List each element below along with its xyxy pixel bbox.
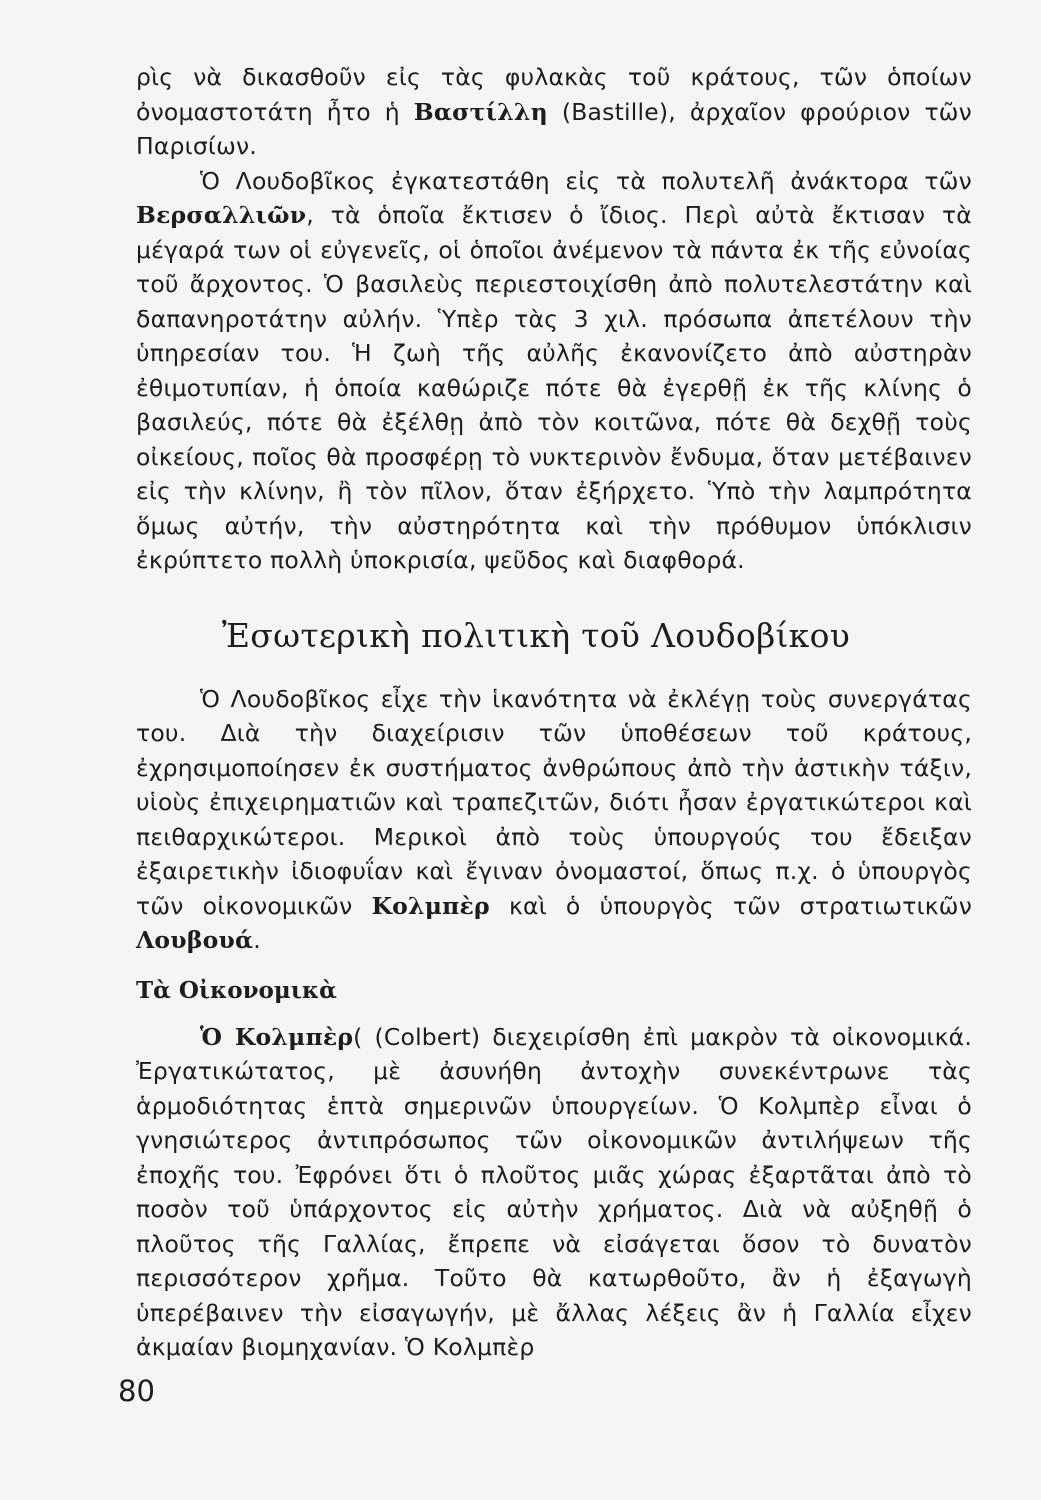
paragraph-text: ρὶς νὰ δικασθοῦν εἰς τὰς φυλακὰς τοῦ κράτους, τῶν ὁποίων ὀνομαστοτάτη ἦτο ἡ [136, 63, 972, 126]
bold-term-versailles: Βερσαλλιῶν [136, 201, 307, 229]
bold-term-bastille: Βαστίλλη [413, 97, 548, 126]
paragraph-text: , τὰ ὁποῖα ἔκτισεν ὁ ἴδιος. Περὶ αὐτὰ ἔκτισαν τὰ μέγαρά των οἱ εὐγενεῖς, οἱ ὁποῖοι ἀνέμενον τὰ πάντα ἐκ τῆς εὐνοίας τοῦ ἄρχοντος. Ὁ βασιλεὺς περιεστοιχίσθη ἀπὸ πολυτελεστάτην καὶ δαπανηροτάτην αὐλήν. Ὑπὲρ τὰς 3 χιλ. πρόσωπα ἀπετέλουν τὴν ὑπηρεσίαν του. Ἡ ζωὴ τῆς αὐλῆς ἐκανονίζετο ἀπὸ αὐστηρὰν ἐθιμοτυπίαν, ἡ ὁποία καθώριζε πότε θὰ ἐγερθῇ ἐκ τῆς κλίνης ὁ βασιλεύς, πότε θὰ ἐξέλθῃ ἀπὸ τὸν κοιτῶνα, πότε θὰ δεχθῇ τοὺς οἰκείους, ποῖος θὰ προσφέρῃ τὸ νυκτερινὸν ἔνδυμα, ὅταν μετέβαινεν εἰς τὴν κλίνην, ἢ τὸν πῖλον, ὅταν ἐξήρχετο. Ὑπὸ τὴν λαμπρότητα ὅμως αὐτήν, τὴν αὐστηρότητα καὶ τὴν πρόθυμον ὑπόκλισιν ἐκρύπτετο πολλὴ ὑποκρισία, ψεῦδος καὶ διαφθορά. [136, 201, 972, 574]
page-number: 80 [118, 1374, 155, 1408]
subsection-heading: Τὰ Οἰκονομικὰ [136, 976, 337, 1004]
paragraph-text: (Bastille), ἀρχαῖον φρούριον τῶν Παρισίων. [136, 97, 972, 160]
paragraph-text: ( (Colbert) διεχειρίσθη ἐπὶ μακρὸν τὰ οἰκονομικά. Ἐργατικώτατος, μὲ ἀσυνήθη ἀντοχὴν συνεκέντρωνε τὰς ἁρμοδιότητας ἑπτὰ σημερινῶν ὑπουργείων. Ὁ Κολμπὲρ εἶναι ὁ γνησιώτερος ἀντιπρόσωπος τῶν οἰκονομικῶν ἀντιλήψεων τῆς ἐποχῆς του. Ἐφρόνει ὅτι ὁ πλοῦτος μιᾶς χώρας ἐξαρτᾶται ἀπὸ τὸ ποσὸν τοῦ ὑπάρχοντος εἰς αὐτὴν χρήματος. Διὰ νὰ αὐξηθῇ ὁ πλοῦτος τῆς Γαλλίας, ἔπρεπε νὰ εἰσάγεται ὅσον τὸ δυνατὸν περισσότερον χρῆμα. Τοῦτο θὰ κατωρθοῦτο, ἂν ἡ ἐξαγωγὴ ὑπερέβαινεν τὴν εἰσαγωγήν, μὲ ἄλλας λέξεις ἂν ἡ Γαλλία εἶχεν ἀκμαίαν βιομηχανίαν. Ὁ Κολμπὲρ [136, 1022, 972, 1361]
bold-term-colbert: Κολμπὲρ [371, 891, 490, 920]
page-body [136, 60, 972, 1365]
bold-term-louvois: Λουβουά [136, 926, 254, 954]
paragraph-text: Ὁ Λουδοβῖκος ἐγκατεστάθη εἰς τὰ πολυτελῆ ἀνάκτορα τῶν [200, 166, 972, 195]
paragraph-economics [136, 1020, 972, 1365]
section-heading: Ἐσωτερικὴ πολιτικὴ τοῦ Λουδοβίκου [221, 615, 851, 655]
paragraph-internal-policy [136, 682, 972, 958]
paragraph-text: καὶ ὁ ὑπουργὸς τῶν στρατιωτικῶν [508, 891, 973, 920]
paragraph-versailles [136, 164, 972, 578]
paragraph-text: Ὁ Λουδοβῖκος εἶχε τὴν ἱκανότητα νὰ ἐκλέγῃ τοὺς συνεργάτας του. Διὰ τὴν διαχείρισιν τῶν ὑποθέσεων τοῦ κράτους, ἐχρησιμοποίησεν ἐκ συστήματος ἀνθρώπους ἀπὸ τὴν ἀστικὴν τάξιν, υἱοὺς ἐπιχειρηματιῶν καὶ τραπεζιτῶν, διότι ἦσαν ἐργατικώτεροι καὶ πειθαρχικώτεροι. Μερικοὶ ἀπὸ τοὺς ὑπουργούς του ἔδειξαν ἐξαιρετικὴν ἰδιοφυΐαν καὶ ἔγιναν ὀνομαστοί, ὅπως π.χ. ὁ ὑπουργὸς τῶν οἰκονομικῶν [136, 684, 972, 920]
bold-term-colbert-lead: Ὁ Κολμπὲρ [200, 1022, 354, 1051]
paragraph-text: . [253, 926, 261, 954]
paragraph-bastille [136, 60, 972, 164]
